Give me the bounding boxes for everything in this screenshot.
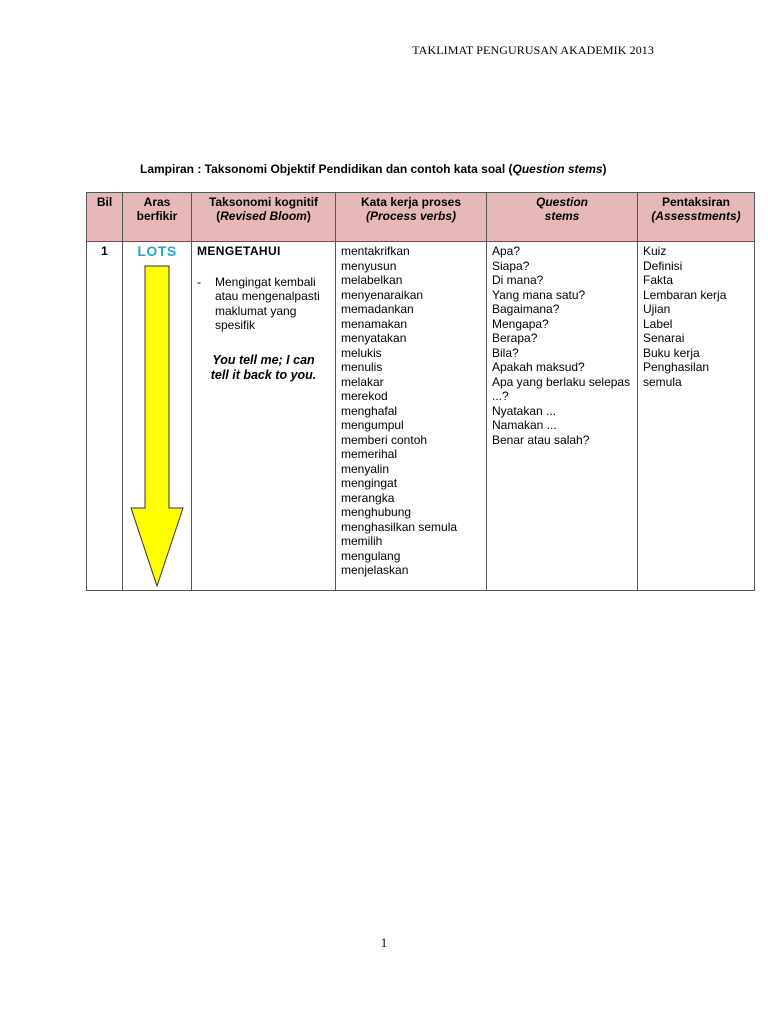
list-item: Definisi bbox=[643, 258, 683, 273]
list-item: Nyatakan ... bbox=[492, 403, 557, 418]
list-item: menjelaskan bbox=[341, 563, 409, 577]
list-item: Lembaran kerja bbox=[643, 287, 727, 302]
cell-question-stems bbox=[487, 242, 638, 591]
level-description bbox=[197, 275, 330, 333]
list-item: menyusun bbox=[341, 258, 397, 273]
list-item: mengumpul bbox=[341, 418, 404, 432]
list-item: menyenaraikan bbox=[341, 287, 424, 302]
list-item: Bagaimana? bbox=[492, 302, 560, 316]
list-item: Bila? bbox=[492, 345, 519, 360]
cell-bil: 1 bbox=[87, 242, 123, 591]
list-item: menghasilkan semula bbox=[341, 519, 458, 534]
cell-process-verbs bbox=[336, 242, 487, 591]
table-row bbox=[87, 242, 755, 591]
caption-suffix: ) bbox=[602, 162, 607, 176]
caption-prefix: Lampiran : Taksonomi Objektif Pendidikan dan contoh kata soal ( bbox=[140, 162, 513, 176]
description-dash: - bbox=[197, 274, 201, 289]
taxonomy-table bbox=[86, 192, 755, 591]
header-taksonomi: Taksonomi kognitif (Revised Bloom) bbox=[192, 193, 336, 242]
running-header: TAKLIMAT PENGURUSAN AKADEMIK 2013 bbox=[412, 43, 654, 57]
list-item: menyalin bbox=[341, 461, 390, 476]
header-assessments: Pentaksiran (Assesstments) bbox=[638, 193, 755, 242]
list-item: Fakta bbox=[643, 273, 674, 287]
cell-aras bbox=[123, 242, 192, 591]
list-item: memadankan bbox=[341, 302, 414, 316]
list-item: melakar bbox=[341, 374, 384, 389]
list-item: melukis bbox=[341, 345, 382, 360]
header-question-stems: Question stems bbox=[487, 193, 638, 242]
list-item: memilih bbox=[341, 534, 383, 548]
list-item: Mengapa? bbox=[492, 316, 549, 331]
list-item: Benar atau salah? bbox=[492, 432, 590, 447]
level-quote: You tell me; I can tell it back to you. bbox=[210, 352, 317, 382]
list-item: memberi contoh bbox=[341, 432, 428, 447]
list-item: menghubung bbox=[341, 505, 412, 519]
list-item: Ujian bbox=[643, 302, 671, 316]
list-item: Berapa? bbox=[492, 331, 538, 345]
list-item: mengingat bbox=[341, 476, 398, 490]
down-arrow-icon bbox=[129, 264, 185, 590]
cell-taksonomi bbox=[192, 242, 336, 591]
list-item: Apa yang berlaku selepas ...? bbox=[492, 374, 631, 403]
level-name: MENGETAHUI bbox=[197, 244, 281, 258]
list-item: Di mana? bbox=[492, 273, 544, 287]
list-item: Label bbox=[643, 316, 673, 331]
list-item: merangka bbox=[341, 490, 395, 505]
list-item: Siapa? bbox=[492, 258, 530, 273]
header-process-verbs: Kata kerja proses (Process verbs) bbox=[336, 193, 487, 242]
header-aras: Aras berfikir bbox=[123, 193, 192, 242]
page-number: 1 bbox=[380, 935, 388, 950]
list-item: menamakan bbox=[341, 316, 408, 331]
list-item: Apa? bbox=[492, 244, 521, 258]
list-item: melabelkan bbox=[341, 273, 403, 287]
list-item: Penghasilan semula bbox=[643, 360, 710, 389]
assessments-list bbox=[643, 244, 749, 389]
process-verbs-list bbox=[341, 244, 481, 578]
list-item: Namakan ... bbox=[492, 418, 557, 432]
list-item: Senarai bbox=[643, 331, 685, 345]
list-item: Apakah maksud? bbox=[492, 360, 585, 374]
table-header-row bbox=[87, 193, 755, 242]
cell-assessments bbox=[638, 242, 755, 591]
table-caption bbox=[140, 162, 607, 176]
lots-label: LOTS bbox=[137, 243, 177, 259]
list-item: mentakrifkan bbox=[341, 244, 410, 258]
description-text: Mengingat kembali atau mengenalpasti maklumat yang spesifik bbox=[215, 274, 320, 332]
list-item: menyatakan bbox=[341, 331, 407, 345]
list-item: Kuiz bbox=[643, 244, 667, 258]
list-item: mengulang bbox=[341, 548, 401, 563]
list-item: menghafal bbox=[341, 403, 398, 418]
list-item: memerihal bbox=[341, 447, 398, 461]
list-item: Yang mana satu? bbox=[492, 287, 586, 302]
list-item: Buku kerja bbox=[643, 345, 700, 360]
header-bil: Bil bbox=[87, 193, 123, 242]
caption-italic: Question stems bbox=[512, 162, 603, 176]
list-item: menulis bbox=[341, 360, 383, 374]
question-stems-list bbox=[492, 244, 632, 447]
list-item: merekod bbox=[341, 389, 388, 403]
